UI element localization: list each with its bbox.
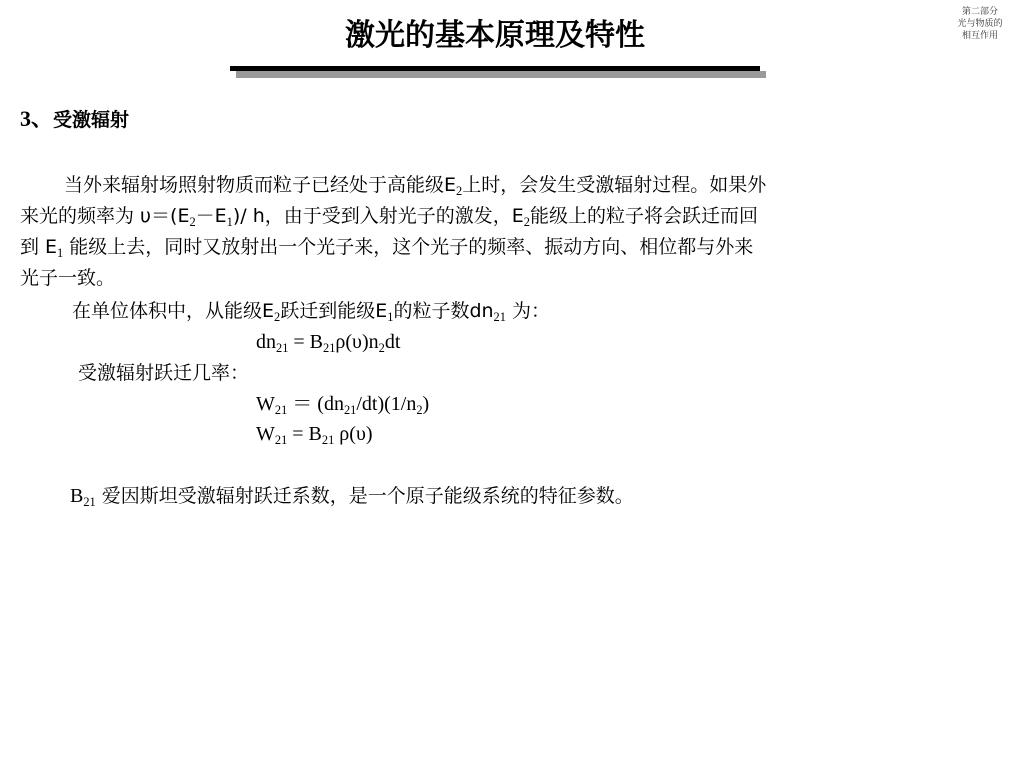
section-number: 3、 (20, 106, 54, 131)
corner-note-line: 相互作用 (961, 31, 998, 41)
paragraph-line: 到 $E_1$ 能级上去，同时又放射出一个光子来，这个光子的频率、振动方向、相位都与外来 (20, 236, 754, 260)
equation-w21-b21: $W_{21} = B_{21}$ ρ(υ) (256, 423, 373, 447)
slide-title: 激光的基本原理及特性 (345, 18, 645, 53)
paragraph-line: 光子一致。 (20, 267, 116, 289)
paragraph-line: 来光的频率为 $\upsilon=(E_2-E_1)/$ h，由于受到入射光子的激发，$E_2$能级上的粒子将会跃迁而回 (20, 205, 758, 229)
title-underline-shadow (236, 71, 766, 78)
corner-note-line: 第二部分 (961, 7, 998, 17)
section-title: 受激辐射 (53, 109, 130, 131)
corner-note-line: 光与物质的 (957, 19, 1003, 29)
unit-volume-text: 在单位体积中，从能级$E_2$跃迁到能级$E_1$的粒子数$dn_{21}$ 为： (72, 300, 550, 324)
equation-w21-ratio: $W_{21} = (dn_{21}/dt)(1/n_2)$ (256, 393, 430, 417)
equation-dn21: $dn_{21} = B_{21}\rho(\upsilon)n_2dt$ (256, 331, 401, 355)
rate-label: 受激辐射跃迁几率： (78, 362, 250, 384)
corner-note (944, 6, 1016, 42)
einstein-coefficient-note: $B_{21}$ 爱因斯坦受激辐射跃迁系数，是一个原子能级系统的特征参数。 (70, 485, 634, 509)
section-heading (20, 104, 129, 135)
body-paragraph (20, 170, 1012, 294)
paragraph-line: 当外来辐射场照射物质而粒子已经处于高能级$E_2$上时，会发生受激辐射过程。如果外 (64, 174, 767, 198)
